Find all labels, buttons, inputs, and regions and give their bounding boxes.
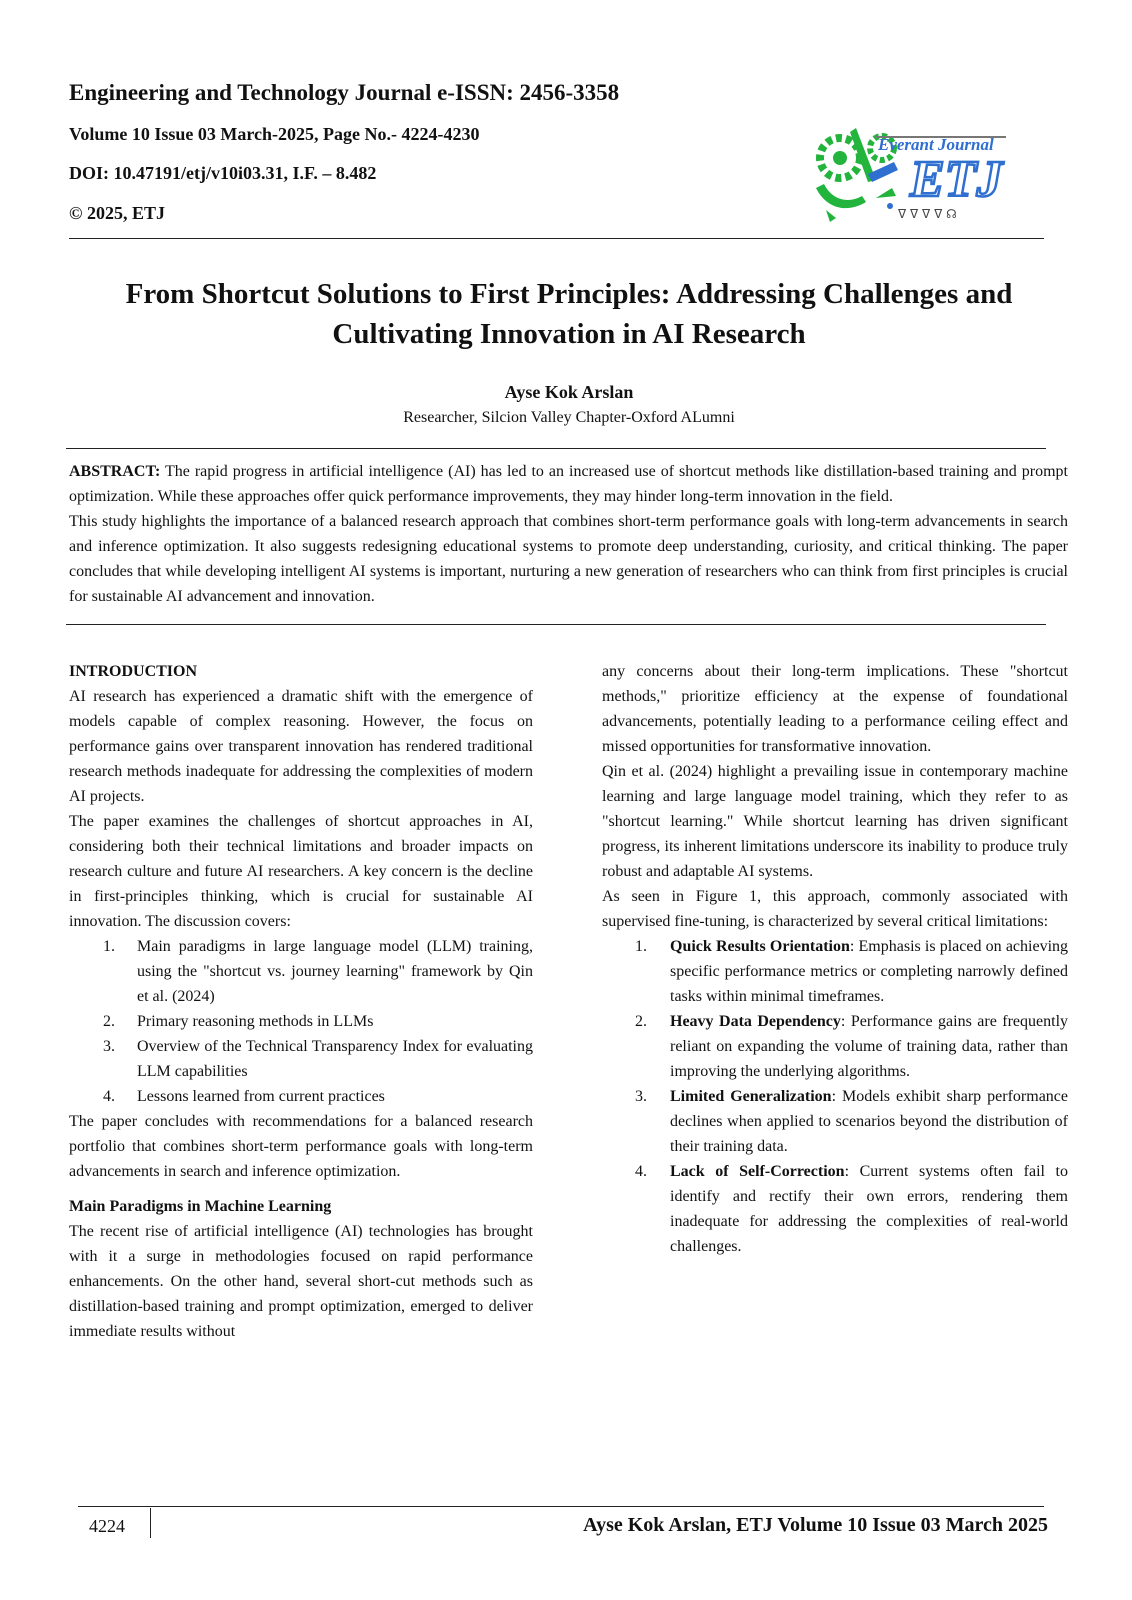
logo-text-main: ETJ	[910, 151, 1003, 208]
abstract-text-2: This study highlights the importance of a balanced research approach that combines short-term performance goals with long-term advancements in search and inference optimization. It also suggests redesigning educational systems to promote deep understanding, curiosity, and critical thinking. The paper concludes that while developing intelligent AI systems is important, nurturing a new generation of researchers who can think from first principles is crucial for sustainable AI advancement and innovation.	[69, 513, 1068, 605]
doi-info: DOI: 10.47191/etj/v10i03.31, I.F. – 8.482	[69, 163, 377, 183]
running-title: Ayse Kok Arslan, ETJ Volume 10 Issue 03 March 2025	[583, 1514, 1048, 1536]
section-heading-introduction: INTRODUCTION	[69, 663, 198, 680]
list-item	[602, 934, 1068, 1009]
intro-paragraph-1: AI research has experienced a dramatic shift with the emergence of models capable of complex reasoning. However, the focus on performance gains over transparent innovation has rendered traditional research methods inadequate for addressing the complexities of modern AI projects.	[69, 688, 533, 805]
page-number: 4224	[89, 1516, 125, 1536]
paper-title: From Shortcut Solutions to First Principles: Addressing Challenges and Cultivating Innovation in AI Research	[125, 278, 1013, 350]
right-column	[602, 659, 1068, 1259]
list-text: Main paradigms in large language model (LLM) training, using the "shortcut vs. journey learning" framework by Qin et al. (2024)	[137, 938, 533, 1005]
intro-paragraph-3: The paper concludes with recommendations for a balanced research portfolio that combines short-term performance goals with long-term advancements in search and inference optimization.	[69, 1113, 533, 1180]
list-number: 3.	[103, 1038, 115, 1055]
list-item	[69, 934, 533, 1009]
abstract-top-rule	[66, 448, 1046, 449]
list-item	[602, 1084, 1068, 1159]
intro-paragraph-2: The paper examines the challenges of shortcut approaches in AI, considering both their technical limitations and broader impacts on research culture and future AI researchers. A key concern is the decline in first-principles thinking, which is crucial for sustainable AI innovation. The discussion covers:	[69, 813, 533, 930]
paradigms-paragraph-4: As seen in Figure 1, this approach, commonly associated with supervised fine-tuning, is characterized by several critical limitations:	[602, 888, 1068, 930]
logo-text-top: Everant Journal	[878, 135, 994, 154]
list-text: Overview of the Technical Transparency Index for evaluating LLM capabilities	[137, 1038, 533, 1080]
list-number: 1.	[103, 938, 115, 955]
paradigms-paragraph-2: any concerns about their long-term implications. These "shortcut methods," prioritize efficiency at the expense of foundational advancements, potentially leading to a performance ceiling effect and missed opportunities for transformative innovation.	[602, 663, 1068, 755]
list-term: Limited Generalization	[670, 1088, 832, 1105]
list-number: 4.	[635, 1163, 647, 1180]
paradigms-paragraph-1: The recent rise of artificial intelligence (AI) technologies has brought with it a surge in methodologies focused on rapid performance enhancements. On the other hand, several short-cut methods such as distillation-based training and prompt optimization, emerged to deliver immediate results without	[69, 1223, 533, 1340]
author-affiliation: Researcher, Silcion Valley Chapter-Oxford ALumni	[403, 409, 735, 426]
abstract-text-1: The rapid progress in artificial intelligence (AI) has led to an increased use of shortcut methods like distillation-based training and prompt optimization. While these approaches offer quick performance improvements, they may hinder long-term innovation in the field.	[69, 463, 1068, 505]
header-rule	[69, 238, 1044, 239]
list-number: 3.	[635, 1088, 647, 1105]
list-text: Lessons learned from current practices	[137, 1088, 385, 1105]
footer-divider	[150, 1508, 151, 1538]
abstract-label: ABSTRACT:	[69, 463, 161, 480]
list-item	[69, 1084, 533, 1109]
discussion-list	[69, 934, 533, 1109]
list-item	[602, 1009, 1068, 1084]
list-number: 2.	[635, 1013, 647, 1030]
list-number: 1.	[635, 938, 647, 955]
journal-name: Engineering and Technology Journal e-ISSN: 2456-3358	[69, 80, 620, 105]
svg-text:ᐁ ᐁ ᐁ ᐁ ☊: ᐁ ᐁ ᐁ ᐁ ☊	[898, 207, 957, 221]
list-item	[69, 1009, 533, 1034]
section-heading-main-paradigms: Main Paradigms in Machine Learning	[69, 1198, 332, 1215]
list-text: : Performance gains are frequently reliant on expanding the volume of training data, rather than improving the underlying algorithms.	[670, 1013, 1069, 1080]
list-item	[69, 1034, 533, 1084]
list-text: : Models exhibit sharp performance declines when applied to scenarios beyond the distribution of their training data.	[670, 1088, 1069, 1155]
list-text: Primary reasoning methods in LLMs	[137, 1013, 374, 1030]
list-term: Quick Results Orientation	[670, 938, 850, 955]
copyright: © 2025, ETJ	[69, 203, 165, 223]
footer-rule	[78, 1506, 1044, 1507]
etj-logo	[806, 118, 1026, 226]
limitations-list	[602, 934, 1068, 1259]
list-term: Heavy Data Dependency	[670, 1013, 841, 1030]
list-number: 2.	[103, 1013, 115, 1030]
volume-info: Volume 10 Issue 03 March-2025, Page No.- 4224-4230	[69, 124, 480, 144]
list-number: 4.	[103, 1088, 115, 1105]
abstract-bottom-rule	[66, 624, 1046, 625]
list-term: Lack of Self-Correction	[670, 1163, 845, 1180]
paradigms-paragraph-3: Qin et al. (2024) highlight a prevailing issue in contemporary machine learning and large language model training, which they refer to as "shortcut learning." While shortcut learning has driven significant progress, its inherent limitations underscore its inability to produce truly robust and adaptable AI systems.	[602, 763, 1068, 880]
left-column	[69, 659, 533, 1344]
author-name: Ayse Kok Arslan	[504, 382, 634, 402]
list-text: : Current systems often fail to identify and rectify their own errors, rendering them inadequate for addressing the complexities of real-world challenges.	[670, 1163, 1068, 1255]
abstract	[69, 459, 1068, 609]
list-item	[602, 1159, 1068, 1259]
list-text: : Emphasis is placed on achieving specific performance metrics or completing narrowly defined tasks within minimal timeframes.	[670, 938, 1069, 1005]
